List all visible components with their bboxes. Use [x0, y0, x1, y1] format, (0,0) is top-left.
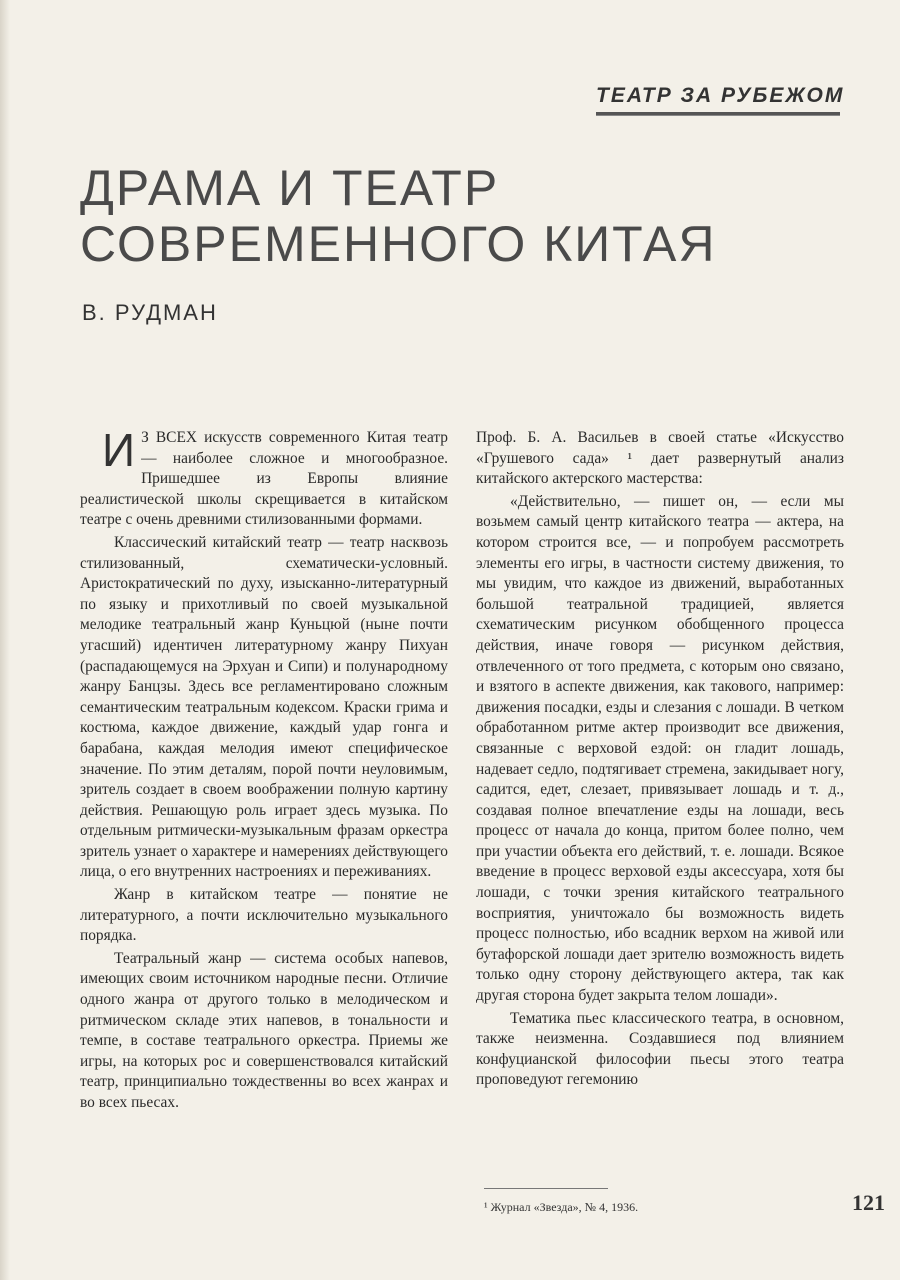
paragraph-text: З ВСЕХ искусств современного Китая театр — наиболее сложное и многообразное. Пришедшее из Европы влияние реалистической школы скрещивается в китайском театре с очень древними стилизованными формами.: [80, 429, 448, 529]
page-edge: [0, 0, 10, 1280]
section-header: [596, 84, 845, 116]
article-title-line-2: СОВРЕМЕННОГО КИТАЯ: [80, 216, 717, 272]
paragraph: «Действительно, — пишет он, — если мы возьмем самый центр китайского театра — актера, на котором строится все, — и попробуем рассмотреть элементы его игры, в частности систему движения, то мы увидим, что каждое из движений, выработанных большой театральной традицией, является схематическим рисунком обобщенного процесса действия, иначе говоря — рисунком действия, отвлеченного от того предмета, с которым оно связано, и взятого в аспекте движения, как такового, например: движения посадки, езды и слезания с лошади. В четком обработанном ритме актер производит все движения, связанные с верховой ездой: он гладит лошадь, надевает седло, подтягивает стремена, закидывает ногу, садится, едет, слезает, привязывает лошадь и т. д., создавая полное впечатление езды на лошади, весь процесс от начала до конца, притом более полно, чем при участии объекта его действий, т. е. лошади. Всякое введение в процесс верховой езды аксессуара, хотя бы лошади, с точки зрения китайского театрального восприятия, уничтожало бы возможность видеть процесс полностью, ибо всадник верхом на живой или бутафорской лошади дает зрителю возможность видеть только одну сторону действующего актера, так как другая сторона будет закрыта телом лошади».: [476, 492, 844, 1005]
paragraph: Тематика пьес классического театра, в основном, также неизменна. Создавшиеся под влиянием конфуцианской философии пьесы этого театра проповедуют гегемонию: [476, 1009, 844, 1089]
paragraph: [80, 424, 448, 531]
article-title: [80, 160, 717, 272]
footnote-rule: [484, 1188, 608, 1189]
page-number: 121: [852, 1190, 885, 1215]
paragraph: Театральный жанр — система особых напевов, имеющих своим источником народные песни. Отличие одного жанра от другого только в мелодическом и ритмическом складе этих напевов, в тональности и темпе, в составе театрального оркестра. Приемы же игры, на которых рос и совершенствовался китайский театр, принципиально тождественны во всех жанрах и во всех пьесах.: [80, 949, 448, 1111]
section-rule: [596, 112, 840, 116]
footnote: ¹ Журнал «Звезда», № 4, 1936.: [484, 1200, 639, 1214]
article-author: В. РУДМАН: [82, 300, 218, 325]
paragraph: Проф. Б. А. Васильев в своей статье «Искусство «Грушевого сада» ¹ дает развернутый анализ китайского актерского мастерства:: [476, 429, 844, 488]
left-column: [80, 424, 448, 1114]
article-title-line-1: ДРАМА И ТЕАТР: [80, 160, 500, 216]
drop-cap: И: [102, 424, 136, 476]
right-column: [476, 428, 844, 1091]
section-title: ТЕАТР ЗА РУБЕЖОМ: [596, 84, 845, 107]
paragraph: Классический китайский театр — театр насквозь стилизованный, схематически-условный. Аристократический по духу, изысканно-литературный по языку и прихотливый по своей музыкальной мелодике театральный жанр Куньцюй (ныне почти угасший) идентичен литературному жанру Пихуан (распадающемуся на Эрхуан и Сипи) и полународному жанру Банцзы. Здесь все регламентировано сложным семантическим театральным кодексом. Краски грима и костюма, каждое движение, каждый удар гонга и барабана, каждая мелодия имеют специфическое значение. По этим деталям, порой почти неуловимым, зритель создает в своем воображении полную картину действия. Решающую роль играет здесь музыка. По отдельным ритмически-музыкальным фразам оркестра зритель узнает о характере и намерениях действующего лица, о его внутренних настроениях и переживаниях.: [80, 533, 448, 881]
paragraph: Жанр в китайском театре — понятие не литературного, а почти исключительно музыкального порядка.: [80, 886, 448, 945]
